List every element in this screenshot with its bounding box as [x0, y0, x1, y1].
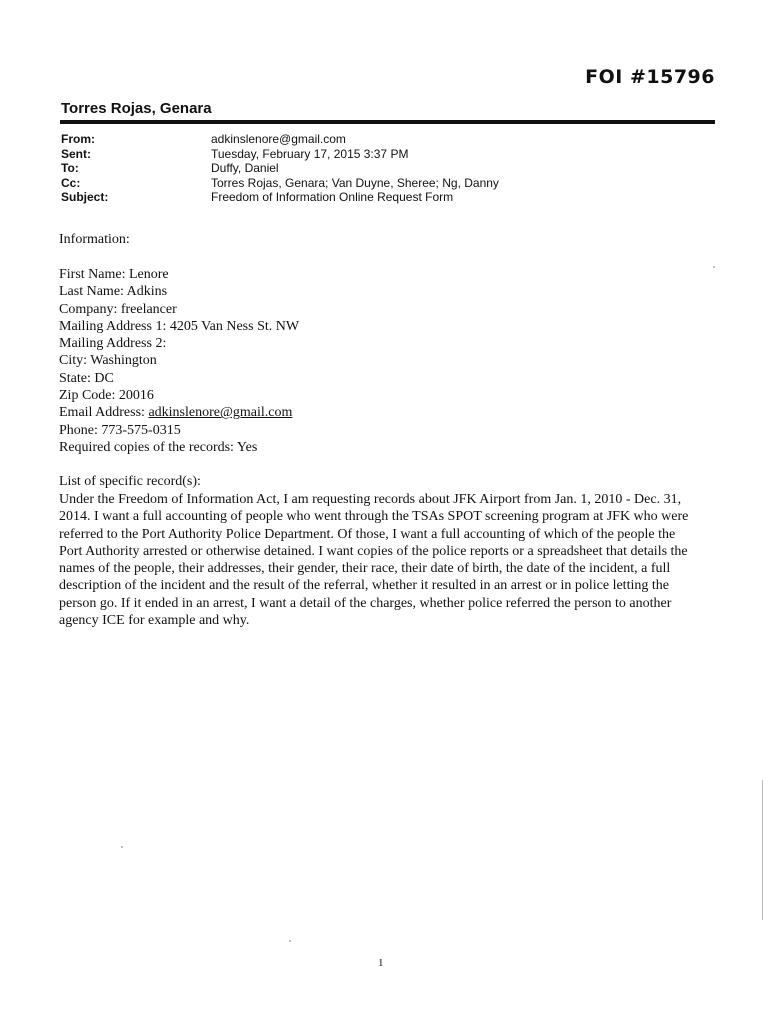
- field-copies: Required copies of the records: Yes: [59, 439, 258, 455]
- header-row-from: [61, 132, 499, 147]
- field-first-name: First Name: Lenore: [59, 267, 169, 282]
- from-value: adkinslenore@gmail.com: [211, 132, 346, 146]
- scan-speck: [121, 846, 123, 848]
- to-value: Duffy, Daniel: [211, 161, 279, 175]
- foi-stamp: FOI #15796: [585, 66, 715, 88]
- sent-label: Sent:: [61, 146, 91, 161]
- header-row-cc: [61, 176, 499, 191]
- request-line: agency ICE for example and why.: [59, 613, 250, 629]
- sent-value: Tuesday, February 17, 2015 3:37 PM: [211, 146, 409, 161]
- field-company: Company: freelancer: [59, 301, 177, 317]
- request-text: [59, 491, 719, 629]
- scan-speck: [713, 266, 715, 268]
- request-line: names of the people, their addresses, their gender, their race, their date of birth, the date of the incident, a full: [59, 561, 671, 577]
- page-number: 1: [378, 957, 384, 969]
- section-label: Information:: [59, 232, 130, 247]
- scan-edge-mark: [762, 780, 763, 920]
- scan-speck: [289, 940, 291, 942]
- request-line: description of the incident and the result of the referral, whether it resulted in an arrest or in police letting the: [59, 578, 669, 594]
- form-fields: [59, 266, 299, 456]
- email-label: Email Address:: [59, 405, 145, 421]
- field-email: [59, 404, 299, 421]
- request-line: Under the Freedom of Information Act, I am requesting records about JFK Airport from Jan. 1, 2010 - Dec. 31,: [59, 492, 682, 507]
- to-label: To:: [61, 161, 79, 175]
- mailbox-owner: Torres Rojas, Genara: [61, 100, 212, 117]
- request-line: referred to the Port Authority Police Department. Of those, I want a full accounting of which of the people the: [59, 526, 676, 542]
- records-label: List of specific record(s):: [59, 474, 201, 489]
- field-city: City: Washington: [59, 353, 157, 369]
- email-link[interactable]: adkinslenore@gmail.com: [148, 405, 293, 421]
- cc-label: Cc:: [61, 175, 81, 190]
- header-row-subject: [61, 190, 499, 205]
- request-line: 2014. I want a full accounting of people who went through the TSAs SPOT screening program at JFK who were: [59, 509, 689, 525]
- subject-value: Freedom of Information Online Request Form: [211, 190, 454, 204]
- field-last-name: Last Name: Adkins: [59, 284, 168, 300]
- header-row-sent: [61, 147, 499, 162]
- field-phone: Phone: 773-575-0315: [59, 422, 181, 438]
- request-line: Port Authority arrested or otherwise detained. I want copies of the police reports or a spreadsheet that details the: [59, 543, 688, 559]
- header-rule: [60, 120, 715, 124]
- from-label: From:: [61, 132, 95, 146]
- request-line: person go. If it ended in an arrest, I want a detail of the charges, whether police referred the person to another: [59, 595, 672, 611]
- subject-label: Subject:: [61, 190, 109, 204]
- field-state: State: DC: [59, 370, 114, 386]
- field-zip: Zip Code: 20016: [59, 388, 154, 404]
- cc-value: Torres Rojas, Genara; Van Duyne, Sheree; Ng, Danny: [211, 175, 499, 190]
- email-header: [61, 132, 499, 205]
- field-address-1: Mailing Address 1: 4205 Van Ness St. NW: [59, 318, 300, 334]
- field-address-2: Mailing Address 2:: [59, 336, 167, 352]
- header-row-to: [61, 161, 499, 176]
